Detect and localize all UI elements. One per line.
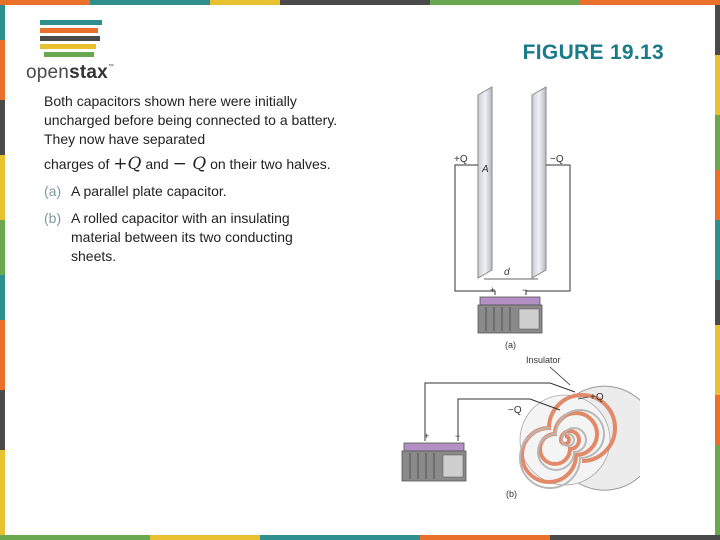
openstax-logo-icon <box>22 18 107 60</box>
description-charges: charges of +Q and − Q on their two halves. <box>44 154 331 174</box>
figure-description <box>44 92 339 266</box>
right-plate <box>532 87 546 278</box>
caption-b: (b) <box>506 489 517 499</box>
plus-q-label-a: +Q <box>454 154 468 165</box>
rolled-capacitor <box>402 355 640 499</box>
list-item-b <box>44 209 339 266</box>
battery-plus-a: + <box>490 285 496 295</box>
left-edge-stripe <box>0 0 5 540</box>
logo-wordmark: openstax™ <box>26 62 115 83</box>
plus-q-label-b: +Q <box>590 392 604 403</box>
minus-q-symbol: − Q <box>172 154 207 174</box>
parallel-plate-capacitor <box>454 87 570 350</box>
battery-plus-b: + <box>424 431 430 441</box>
left-plate <box>478 87 492 278</box>
bottom-edge-stripe <box>0 535 720 540</box>
top-edge-stripe <box>0 0 720 5</box>
minus-q-label-a: −Q <box>550 154 564 165</box>
figure-title: FIGURE 19.13 <box>522 41 664 64</box>
description-line: Both capacitors shown here were initially uncharged before being connected to a battery. They now have separated <box>44 93 338 147</box>
battery-minus-b: − <box>455 431 461 441</box>
item-text: A parallel plate capacitor. <box>71 183 227 199</box>
item-label: (a) <box>44 183 62 199</box>
caption-a: (a) <box>505 340 516 350</box>
item-label: (b) <box>44 210 62 226</box>
insulator-label: Insulator <box>526 355 561 365</box>
plus-q-symbol: +Q <box>113 154 142 174</box>
area-label: A <box>482 164 489 175</box>
battery-minus-a: − <box>522 285 528 295</box>
battery-a-icon <box>478 297 542 333</box>
distance-label: d <box>504 267 510 278</box>
battery-b-icon <box>402 443 466 481</box>
right-edge-stripe <box>715 0 720 540</box>
minus-q-label-b: −Q <box>508 405 522 416</box>
capacitor-figure <box>400 85 640 510</box>
item-text: A rolled capacitor with an insulating material between its two conducting sheets. <box>71 210 293 264</box>
list-item-a <box>44 182 339 201</box>
